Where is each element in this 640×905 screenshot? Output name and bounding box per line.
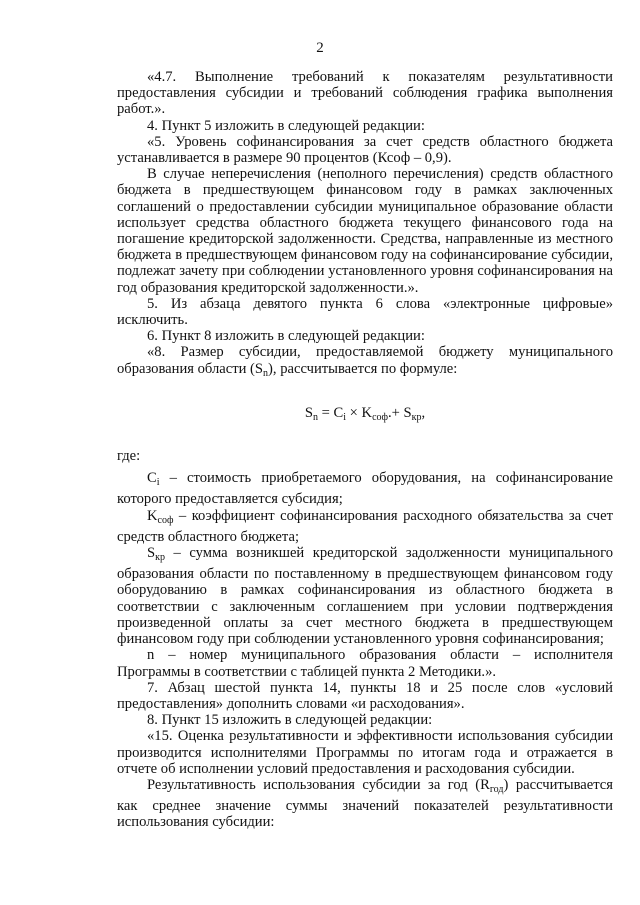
paragraph-point-15: «15. Оценка результативности и эффективности использования субсидии производится исполнителями Программы по итогам года и отражается в отчете об исполнении условий предоставления и расходования субсидии. (117, 728, 613, 777)
definition-ksof-sub: соф (157, 514, 174, 526)
document-body (117, 69, 613, 831)
definition-skr-symbol: S (147, 545, 156, 562)
definition-ci (117, 470, 613, 507)
paragraph-item-7: 7. Абзац шестой пункта 14, пункты 18 и 25 после слов «условий предоставления» дополнить словами «и расходования». (117, 679, 613, 712)
definition-ksof (117, 508, 613, 545)
formula-times: × K (346, 404, 373, 421)
definition-n: n – номер муниципального образования области – исполнителя Программы в соответствии с таблицей пункта 2 Методики.». (117, 647, 613, 680)
paragraph-item-6: 6. Пункт 8 изложить в следующей редакции: (147, 328, 425, 345)
page-number: 2 (316, 40, 324, 56)
effectiveness-sub: год (489, 783, 504, 795)
point-8-end: ), рассчитывается по формуле: (268, 360, 458, 377)
paragraph-item-4: 4. Пункт 5 изложить в следующей редакции: (147, 117, 425, 134)
where-label: где: (117, 448, 141, 465)
formula-end: , (421, 404, 426, 421)
paragraph-point-5: «5. Уровень софинансирования за счет средств областного бюджета устанавливается в размере 90 процентов (Ксоф – 0,9). (117, 133, 613, 167)
paragraph-point-8 (117, 344, 613, 381)
definition-skr-sub: кр (155, 552, 165, 564)
definition-ci-symbol: C (147, 470, 157, 487)
definition-ci-sub: i (156, 477, 160, 489)
effectiveness-text: Результативность использования субсидии за год (R (147, 776, 490, 793)
paragraph-item-8: 8. Пункт 15 изложить в следующей редакции: (147, 712, 433, 729)
paragraph-4-7: «4.7. Выполнение требований к показателям результативности предоставления субсидии и требований соблюдения графика выполнения работ.». (117, 69, 613, 118)
formula-s: S (304, 404, 313, 421)
definition-ksof-symbol: K (147, 507, 158, 524)
effectiveness-end: ) рассчитывается как среднее значение суммы значений показателей результативности использования субсидии: (117, 776, 613, 831)
paragraph-item-5: 5. Из абзаца девятого пункта 6 слова «электронные цифровые» исключить. (117, 295, 613, 329)
definition-ci-text: – стоимость приобретаемого оборудования, на софинансирование которого предоставляется субсидия; (117, 470, 613, 508)
paragraph-effectiveness (117, 777, 613, 831)
formula-eq: = C (317, 404, 344, 421)
formula-plus: .+ S (388, 404, 412, 421)
point-8-text: «8. Размер субсидии, предоставляемой бюджету муниципального образования области (S (117, 344, 613, 377)
point-8-sub: n (263, 367, 269, 379)
formula-c-sub: i (343, 411, 346, 423)
paragraph-nonpayment: В случае неперечисления (неполного перечисления) средств областного бюджета в предшествующем финансовом году в рамках заключенных соглашений о предоставлении субсидии муниципальное образование области использует средства областного бюджета текущего финансового года на погашение кредиторской задолженности. Средства, направленные из местного бюджета в предшествующем финансовом году на софинансирование субсидии, подлежат зачету при соблюдении установленного уровня софинансирования на год образования кредиторской задолженности.». (117, 166, 613, 296)
definition-skr (117, 545, 613, 647)
definition-skr-text: – сумма возникшей кредиторской задолженности муниципального образования области по поставленному в предшествующем финансовом году оборудованию в рамках софинансирования из областного бюджета в соответствии с заключенным соглашением при условии подтверждения произведенной оплаты за счет местного бюджета в предшествующем финансовом году при соблюдении установленного уровня софинансирования; (117, 545, 613, 648)
definition-ksof-text: – коэффициент софинансирования расходного обязательства за счет средств областного бюджета; (117, 507, 613, 545)
formula-k-sub: соф (372, 411, 388, 423)
formula-s-sub: n (312, 411, 318, 423)
formula-skr-sub: кр (411, 411, 422, 423)
subsidy-formula (117, 405, 613, 426)
